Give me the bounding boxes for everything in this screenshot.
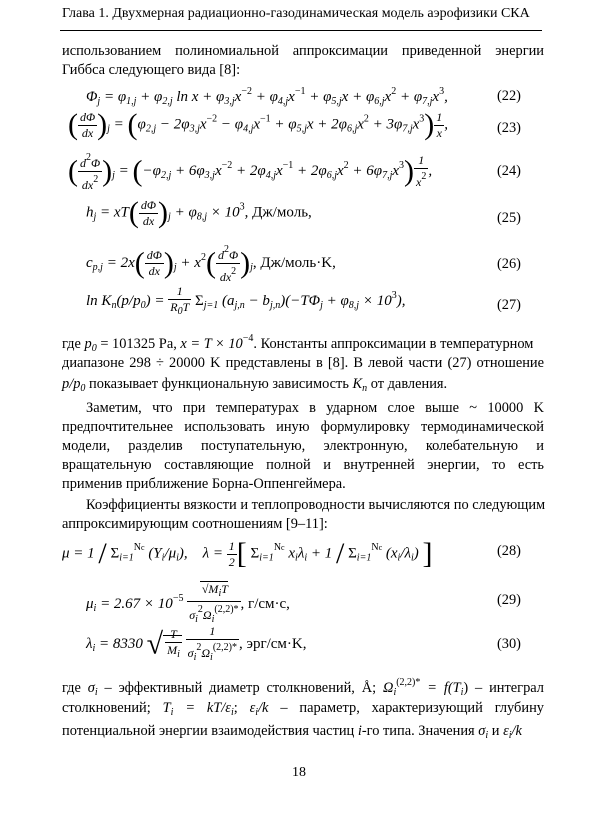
text-run: = f(T xyxy=(427,680,461,696)
text-run: где xyxy=(62,680,81,696)
text-run: – параметр, характеризующий глубину xyxy=(280,700,544,716)
text-run: p xyxy=(84,336,92,352)
text-run: /k xyxy=(258,700,269,716)
equation-25: $h_j = xT$( $\frac{d\Phi}{dx}$ )$_j + \varphi_{8,j} \times 10^3$, Дж/моль, xyxy=(86,196,312,229)
text-run: K xyxy=(352,376,363,392)
text-run: ε xyxy=(503,723,509,739)
text-run: x = T × 10 xyxy=(180,336,243,352)
paragraph-line: диапазоне 298 ÷ 20000 K представлены в [8]. В левой части (27) отношение xyxy=(62,355,544,371)
text-run: . Константы аппроксимации в температурном xyxy=(253,336,534,352)
equation-30: $\lambda_i = 8330$ √ $\frac{T}{M_i}$ $\frac{1}{\sigma_i^2\Omega_i^{(2,2)*}}$ , эрг/см·K, xyxy=(86,624,307,663)
text-run: ; xyxy=(233,700,238,716)
equation-28: $\mu = 1 / \Sigma_{i=1}^{Nc}$ $(Y_i/\mu_i)$, λ = $\frac{1}{2}$ [ $\Sigma_{i=1}^{Nc}$ $x_i\lambda_i + 1 / \Sigma_{i=1}^{Nc}$ $(x_i/\lambda_i)$ ] xyxy=(62,537,433,570)
text-run: i xyxy=(357,723,362,739)
text-run: Ω xyxy=(383,680,394,696)
paragraph-line: столкновений; $T_i = kT/\varepsilon_i$; $\varepsilon_i/k$ – параметр, характеризующий глубину xyxy=(62,700,544,718)
text-run: – эффективный диаметр столкновений, Å; xyxy=(104,680,377,696)
equation-number: (30) xyxy=(497,636,521,652)
text-run: ε xyxy=(249,700,256,716)
paragraph-line: применив приближение Борна-Оппенгеймера. xyxy=(62,476,346,492)
paragraph-line: потенциальной энергии взаимодействия частиц i-го типа. Значения $\sigma_i$ и $\varepsilon_i/k$ xyxy=(62,723,522,741)
text-run: ) – интеграл xyxy=(463,680,544,696)
text-run: и xyxy=(491,723,500,739)
paragraph-line: Заметим, что при температурах в ударном слое выше ~ 10000 K xyxy=(86,400,544,416)
equation-27: $\ln K_n(p/p_0)$ = $\frac{1}{R_0T}$ $\Sigma_{j=1}$ $(a_{j,n} - b_{j,n})(-T\Phi_j + \varphi_{8,j} \times 10^3)$, xyxy=(86,284,406,317)
equation-number: (27) xyxy=(497,297,521,313)
equation-number: (23) xyxy=(497,120,521,136)
text-run: −4 xyxy=(242,333,254,344)
paragraph-line: использованием полиномиальной аппроксимации приведенной энергии xyxy=(62,43,544,59)
equation-number: (22) xyxy=(497,88,521,104)
text-run: σ xyxy=(478,723,486,739)
paragraph-line: вращательную составляющие полной и внутренней энергии, то есть xyxy=(62,457,544,473)
equation-number: (26) xyxy=(497,256,521,272)
equation-number: (25) xyxy=(497,210,521,226)
equation-number: (28) xyxy=(497,543,521,559)
text-run: /k xyxy=(511,723,522,739)
paragraph-line: модели, разделив поступательную, электронную, колебательную и xyxy=(62,438,544,454)
text-run: (2,2)* xyxy=(396,677,421,688)
equation-26: $c_{p,j} = 2x$( $\frac{d\Phi}{dx}$ )$_j + x^2$( $\frac{d^2\Phi}{dx^2}$ )$_j$, Дж/моль·K, xyxy=(86,244,336,284)
text-run: от давления. xyxy=(370,376,448,392)
equation-23: ( $\frac{d\Phi}{dx}$ )$_j = (\varphi_{2,j} - 2\varphi_{3,j}x^{-2} - \varphi_{4,j}x^{-1} + \varphi_{5,j}x + 2\varphi_{6,j}x^2 + 3\varphi_{7,j}x^3)$ $\frac{1}{x}$ , xyxy=(68,108,449,141)
equation-24: ( $\frac{d^2\Phi}{dx^2}$ )$_j = (-\varphi_{2,j} + 6\varphi_{3,j}x^{-2} + 2\varphi_{4,j}x^{-1} + 2\varphi_{6,j}x^2 + 6\varphi_{7,j}x^3)$ $\frac{1}{x^2}$ , xyxy=(68,152,433,192)
text-run: = kT/ε xyxy=(185,700,231,716)
text-run: σ xyxy=(87,680,95,696)
paragraph-line: Гиббса следующего вида [8]: xyxy=(62,62,241,78)
paragraph-line: где $p_0 = 101325$ Pa, $x = T \times 10^{-4}$. Константы аппроксимации в температурном xyxy=(62,333,534,354)
text-run: T xyxy=(162,700,171,716)
equation-number: (24) xyxy=(497,163,521,179)
equation-number: (29) xyxy=(497,592,521,608)
paragraph-line: аппроксимирующим соотношениям [9–11]: xyxy=(62,516,328,532)
text-run: столкновений; xyxy=(62,700,151,716)
text-run: показывает функциональную зависимость xyxy=(89,376,349,392)
unit-text: , г/см·с, xyxy=(240,595,290,612)
unit-text: , эрг/см·K, xyxy=(239,635,307,652)
text-run: -го типа. Значения xyxy=(361,723,475,739)
unit-text: , Дж/моль·K, xyxy=(252,254,336,271)
paragraph-line: $p/p_0$ показывает функциональную зависимость $K_n$ от давления. xyxy=(62,376,448,394)
text-run: потенциальной энергии взаимодействия частиц xyxy=(62,723,355,739)
text-run: p/p xyxy=(62,376,81,392)
unit-text: , Дж/моль, xyxy=(244,204,312,221)
paragraph-line: предпочтительнее использовать иную формулировку термодинамической xyxy=(62,419,544,435)
text-run: = 101325 Pa, xyxy=(100,336,177,352)
equation-29: $\mu_i = 2.67 \times 10^{-5}$ $√M_iT$ $\sigma_i^2\Omega_i^{(2,2)*}$ , г/см·с, xyxy=(86,582,290,625)
text-run: где xyxy=(62,336,81,352)
running-header: Глава 1. Двухмерная радиационно-газодинамическая модель аэрофизики СКА xyxy=(62,6,530,21)
equation-22: $\Phi_j = \varphi_{1,j} + \varphi_{2,j}$ $\ln x + \varphi_{3,j}x^{-2} + \varphi_{4,j}x^{-1} + \varphi_{5,j}x + \varphi_{6,j}x^2 + \varphi_{7,j}x^3$, xyxy=(86,86,448,107)
page-number: 18 xyxy=(292,765,306,780)
paragraph-line: Коэффициенты вязкости и теплопроводности вычисляются по следующим xyxy=(86,497,546,513)
header-rule xyxy=(60,30,542,31)
paragraph-line: где $\sigma_i$ – эффективный диаметр столкновений, Å; $\Omega_i^{(2,2)*} = f(T_i)$ – интеграл xyxy=(62,677,544,698)
